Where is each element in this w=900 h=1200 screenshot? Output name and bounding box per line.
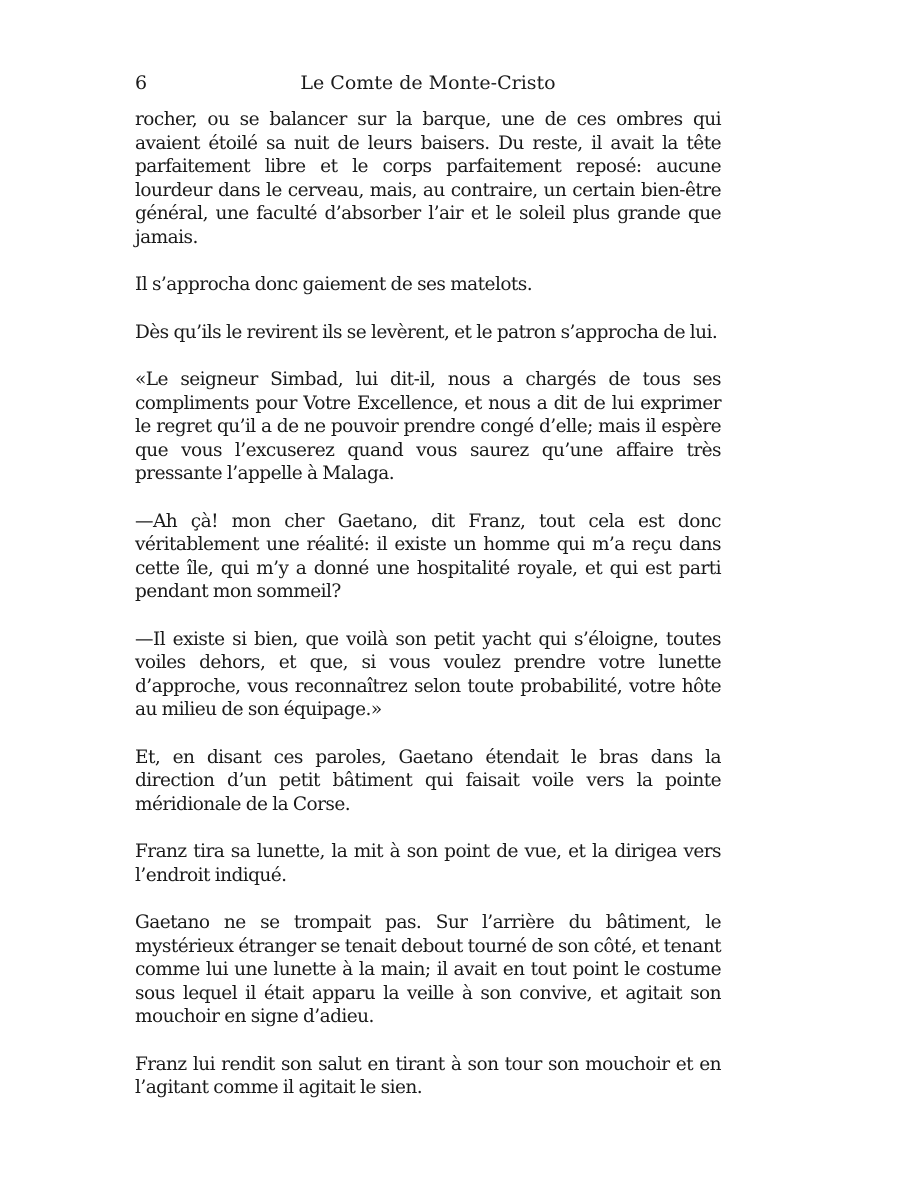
- paragraph: Franz tira sa lunette, la mit à son point de vue, et la dirigea vers l’endroit indiqué.: [135, 841, 721, 886]
- paragraph: —Ah çà! mon cher Gaetano, dit Franz, tout cela est donc véritablement une réalité: il existe un homme qui m’a reçu dans cette île, qui m’y a donné une hospitalité royale, et qui est parti pendant mon sommeil?: [135, 510, 721, 602]
- book-title: Le Comte de Monte-Cristo: [300, 72, 556, 94]
- paragraph: Il s’approcha donc gaiement de ses matelots.: [135, 274, 533, 295]
- paragraph: rocher, ou se balancer sur la barque, une de ces ombres qui avaient étoilé sa nuit de leurs baisers. Du reste, il avait la tête parfaitement libre et le corps parfaitement reposé: aucune lourdeur dans le cerveau, mais, au contraire, un certain bien-être général, une faculté d’absorber l’air et le soleil plus grande que jamais.: [135, 109, 721, 248]
- running-header: [135, 70, 721, 96]
- page-number: 6: [135, 72, 148, 94]
- paragraph: Franz lui rendit son salut en tirant à son tour son mouchoir et en l’agitant comme il agitait le sien.: [135, 1053, 721, 1098]
- paragraph: —Il existe si bien, que voilà son petit yacht qui s’éloigne, toutes voiles dehors, et que, si vous voulez prendre votre lunette d’approche, vous reconnaîtrez selon toute probabilité, votre hôte au milieu de son équipage.»: [135, 628, 721, 720]
- paragraph: Gaetano ne se trompait pas. Sur l’arrière du bâtiment, le mystérieux étranger se tenait debout tourné de son côté, et tenant comme lui une lunette à la main; il avait en tout point le costume sous lequel il était apparu la veille à son convive, et agitait son mouchoir en signe d’adieu.: [135, 912, 721, 1027]
- paragraph: «Le seigneur Simbad, lui dit-il, nous a chargés de tous ses compliments pour Votre Excellence, et nous a dit de lui exprimer le regret qu’il a de ne pouvoir prendre congé d’elle; mais il espère que vous l’excuserez quand vous saurez qu’une affaire très pressante l’appelle à Malaga.: [135, 369, 721, 484]
- body-text: [135, 108, 721, 1124]
- paragraph: Et, en disant ces paroles, Gaetano étendait le bras dans la direction d’un petit bâtiment qui faisait voile vers la pointe méridionale de la Corse.: [135, 746, 721, 815]
- paragraph: Dès qu’ils le revirent ils se levèrent, et le patron s’approcha de lui.: [135, 321, 718, 343]
